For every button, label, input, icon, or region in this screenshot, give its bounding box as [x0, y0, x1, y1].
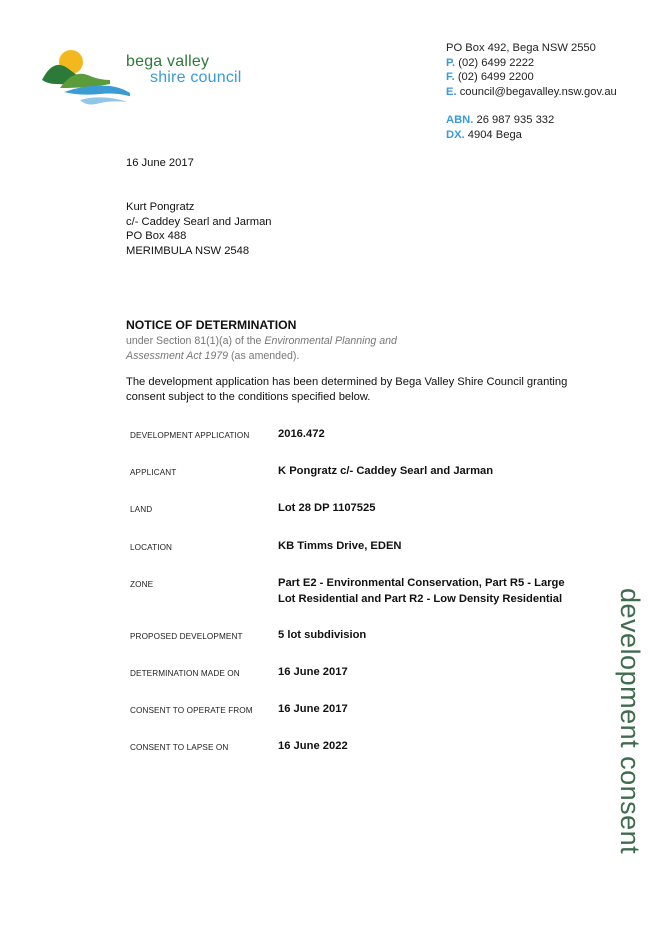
phone-label: P. — [446, 56, 456, 69]
side-text-development-consent: development consent — [615, 588, 645, 855]
phone-number: (02) 6499 2222 — [458, 56, 535, 69]
detail-value: 16 June 2017 — [278, 703, 348, 715]
detail-label: LOCATION — [130, 543, 173, 552]
detail-label: CONSENT TO OPERATE FROM — [130, 706, 253, 715]
fax-label: F. — [446, 71, 455, 83]
hills-sun-icon — [40, 44, 130, 114]
dx-row — [446, 128, 617, 143]
detail-value: K Pongratz c/- Caddey Searl and Jarman — [278, 465, 494, 477]
email-label: E. — [446, 85, 457, 98]
notice-subtitle — [126, 334, 426, 363]
detail-label: APPLICANT — [130, 468, 177, 477]
dx-label: DX. — [446, 128, 465, 141]
email-row — [446, 85, 617, 100]
recipient-line: c/- Caddey Searl and Jarman — [126, 215, 272, 228]
detail-value: 5 lot subdivision — [278, 629, 367, 641]
letter-date: 16 June 2017 — [126, 157, 194, 169]
detail-label: PROPOSED DEVELOPMENT — [130, 632, 243, 641]
abn-number: 26 987 935 332 — [476, 114, 555, 126]
po-box: PO Box 492, Bega NSW 2550 — [446, 42, 596, 54]
recipient-line: Kurt Pongratz — [126, 201, 195, 213]
recipient-line: MERIMBULA NSW 2548 — [126, 244, 250, 257]
detail-label: ZONE — [130, 580, 154, 589]
logo-text-line2: shire council — [150, 69, 242, 86]
contact-block — [446, 41, 617, 142]
detail-value: KB Timms Drive, EDEN — [278, 540, 402, 552]
detail-label: DETERMINATION MADE ON — [130, 669, 240, 678]
recipient-address — [126, 200, 272, 258]
detail-value: Part E2 - Environmental Conservation, Part R5 - Large Lot Residential and Part R2 - Low Density Residential — [278, 577, 565, 605]
logo-text-line1: bega valley — [126, 53, 210, 70]
council-logo — [40, 44, 255, 118]
fax-number: (02) 6499 2200 — [457, 71, 534, 83]
detail-label: DEVELOPMENT APPLICATION — [130, 431, 250, 440]
recipient-line: PO Box 488 — [126, 230, 187, 243]
notice-sub-suffix: (as amended). — [228, 349, 300, 362]
notice-title: NOTICE OF DETERMINATION — [126, 318, 297, 332]
abn-row — [446, 113, 617, 128]
detail-value: 2016.472 — [278, 428, 325, 440]
phone-row — [446, 56, 617, 71]
detail-value: 16 June 2017 — [278, 666, 348, 678]
abn-label: ABN. — [446, 114, 474, 126]
email-address[interactable]: council@begavalley.nsw.gov.au — [459, 85, 617, 98]
dx-number: 4904 Bega — [467, 128, 522, 141]
detail-value: Lot 28 DP 1107525 — [278, 502, 376, 514]
detail-label: LAND — [130, 505, 153, 514]
detail-value: 16 June 2022 — [278, 740, 348, 752]
notice-sub-prefix: under Section 81(1)(a) of the — [126, 335, 265, 347]
notice-intro: The development application has been determined by Bega Valley Shire Council granting consent subject to the conditions specified below. — [126, 376, 568, 403]
detail-label: CONSENT TO LAPSE ON — [130, 743, 229, 752]
fax-row — [446, 70, 617, 85]
notice-act-name: Environmental Planning and Assessment Act 1979 — [126, 335, 397, 362]
